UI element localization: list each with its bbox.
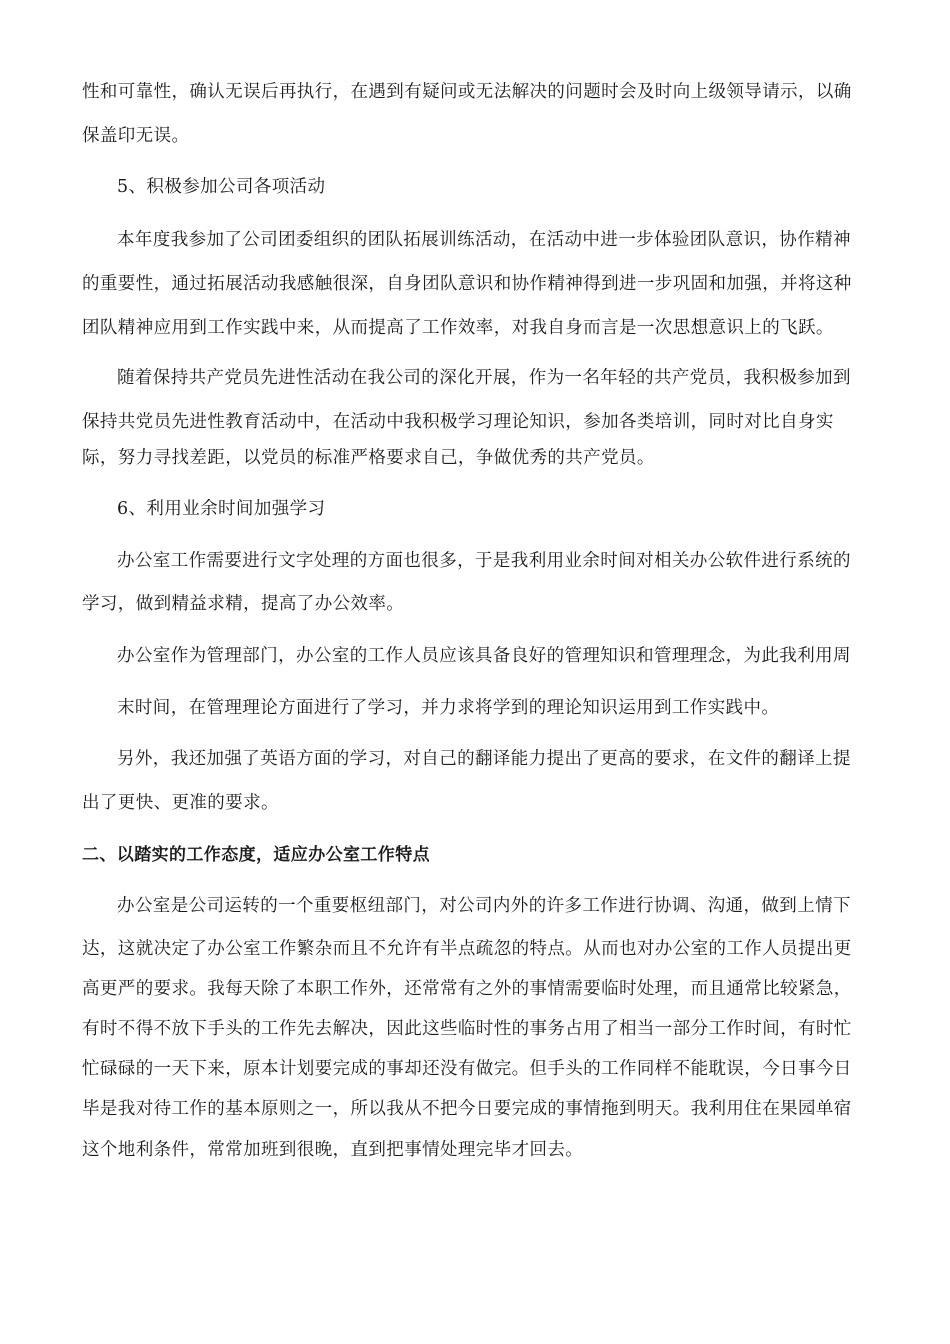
text-line: 末时间，在管理理论方面进行了学习，并力求将学到的理论知识运用到工作实践中。: [117, 698, 780, 718]
text-line: 这个地利条件，常常加班到很晚，直到把事情处理完毕才回去。: [82, 1140, 584, 1160]
text-line: 学习，做到精益求精，提高了办公效率。: [82, 594, 405, 614]
text-line: 另外，我还加强了英语方面的学习，对自己的翻译能力提出了更高的要求，在文件的翻译上提: [117, 749, 851, 769]
text-line: 办公室是公司运转的一个重要枢纽部门，对公司内外的许多工作进行协调、沟通，做到上情下: [117, 896, 851, 916]
text-line: 际，努力寻找差距，以党员的标准严格要求自己，争做优秀的共产党员。: [82, 448, 655, 468]
text-line: 办公室工作需要进行文字处理的方面也很多，于是我利用业余时间对相关办公软件进行系统的: [117, 551, 851, 571]
text-line: 出了更快、更准的要求。: [82, 793, 279, 813]
section-heading-6: 6、利用业余时间加强学习: [117, 499, 326, 519]
text-line: 保盖印无误。: [82, 126, 190, 146]
text-line: 随着保持共产党员先进性活动在我公司的深化开展，作为一名年轻的共产党员，我积极参加到: [117, 368, 851, 388]
text-line: 性和可靠性，确认无误后再执行，在遇到有疑问或无法解决的问题时会及时向上级领导请示，以确: [82, 82, 852, 102]
text-line: 办公室作为管理部门，办公室的工作人员应该具备良好的管理知识和管理理念，为此我利用周: [117, 646, 851, 666]
text-line: 的重要性，通过拓展活动我感触很深，自身团队意识和协作精神得到进一步巩固和加强，并将这种: [82, 274, 852, 294]
text-line: 达，这就决定了办公室工作繁杂而且不允许有半点疏忽的特点。从而也对办公室的工作人员提出更: [82, 939, 852, 959]
text-line: 毕是我对待工作的基本原则之一，所以我从不把今日要完成的事情拖到明天。我利用住在果园单宿: [82, 1099, 852, 1119]
text-line: 高更严的要求。我每天除了本职工作外，还常常有之外的事情需要临时处理，而且通常比较紧急，: [82, 979, 852, 999]
text-line: 保持共党员先进性教育活动中，在活动中我积极学习理论知识，参加各类培训，同时对比自身实: [82, 412, 834, 432]
section-heading-5: 5、积极参加公司各项活动: [117, 177, 326, 197]
text-line: 团队精神应用到工作实践中来，从而提高了工作效率，对我自身而言是一次思想意识上的飞跃。: [82, 318, 834, 338]
text-line: 本年度我参加了公司团委组织的团队拓展训练活动，在活动中进一步体验团队意识，协作精神: [117, 230, 851, 250]
text-line: 有时不得不放下手头的工作先去解决，因此这些临时性的事务占用了相当一部分工作时间，有时忙: [82, 1019, 852, 1039]
text-line: 忙碌碌的一天下来，原本计划要完成的事却还没有做完。但手头的工作同样不能耽误，今日事今日: [82, 1059, 852, 1079]
chapter-heading: 二、以踏实的工作态度，适应办公室工作特点: [82, 845, 430, 865]
